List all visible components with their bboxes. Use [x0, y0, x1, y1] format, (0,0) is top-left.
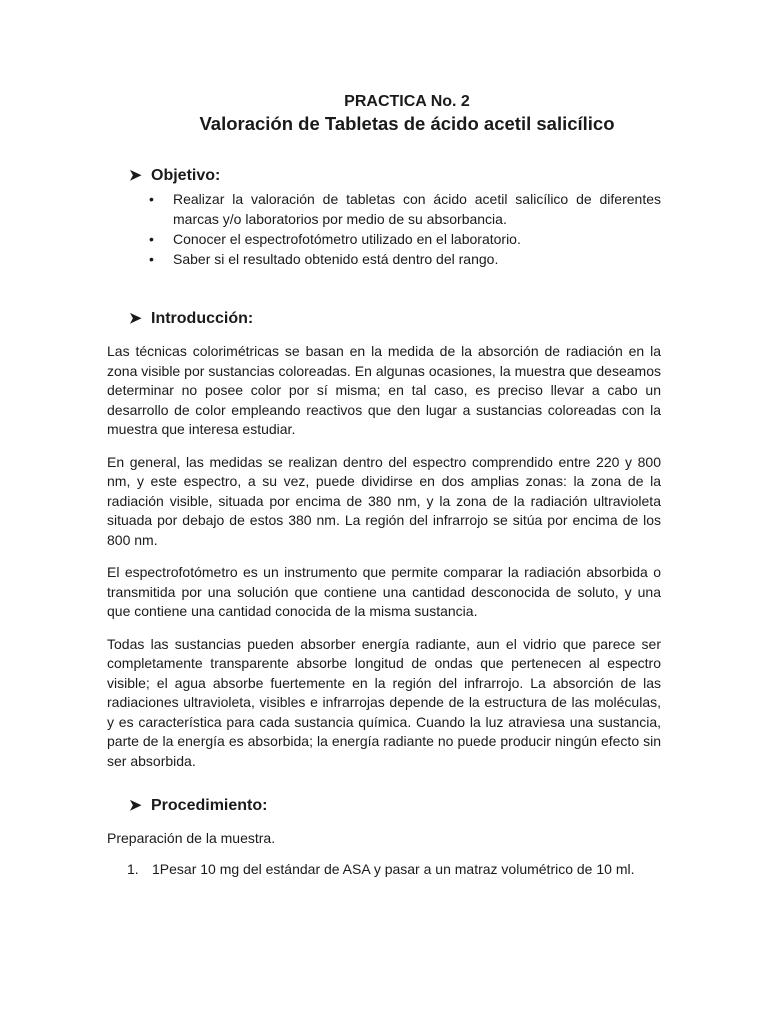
intro-paragraph: El espectrofotómetro es un instrumento que permite comparar la radiación absorbida o transmitida por una solución que contiene una cantidad desconocida de soluto, y una que contiene una cantidad conocida de la misma sustancia.: [107, 564, 661, 619]
list-item-text: Conocer el espectrofotómetro utilizado en el laboratorio.: [173, 231, 521, 247]
section-procedimiento-heading: [129, 796, 661, 816]
section-objetivo-label: Objetivo:: [151, 167, 221, 184]
prep-label: Preparación de la muestra.: [107, 830, 276, 846]
list-item-text: Realizar la valoración de tabletas con ácido acetil salicílico de diferentes marcas y/o laboratorios por medio de su absorbancia.: [173, 191, 661, 227]
arrow-bullet-icon: ➤: [129, 310, 142, 327]
intro-paragraph: Todas las sustancias pueden absorber energía radiante, aun el vidrio que parece ser completamente transparente absorbe longitud de ondas que pertenecen al espectro visible; el agua absorbe fuertemente en la región del infrarrojo. La absorción de las radiaciones ultravioleta, visibles e infrarrojas depende de la estructura de las moléculas, y es característica para cada sustancia química. Cuando la luz atraviesa una sustancia, parte de la energía es absorbida; la energía radiante no puede producir ningún efecto sin ser absorbida.: [107, 635, 661, 769]
step-number: 1.: [127, 861, 139, 877]
section-objetivo-heading: [129, 166, 661, 186]
section-introduccion-heading: [129, 309, 661, 329]
list-item-text: Saber si el resultado obtenido está dentro del rango.: [173, 251, 499, 267]
list-item: [149, 249, 661, 269]
step-text: 1Pesar 10 mg del estándar de ASA y pasar a un matraz volumétrico de 10 ml.: [152, 861, 635, 877]
section-procedimiento-label: Procedimiento:: [151, 797, 268, 814]
list-item: [149, 229, 661, 249]
procedure-steps: [107, 860, 661, 880]
section-introduccion-label: Introducción:: [151, 310, 254, 327]
page-title: PRACTICA No. 2: [344, 93, 470, 110]
bullet-dot-icon: •: [149, 231, 154, 247]
objetivo-list: [107, 189, 661, 269]
intro-paragraph: Las técnicas colorimétricas se basan en la medida de la absorción de radiación en la zona visible por sustancias coloreadas. En algunas ocasiones, la muestra que deseamos determinar no posee color por sí misma; en tal caso, es preciso llevar a cabo un desarrollo de color empleando reactivos que den lugar a sustancias coloreadas con la muestra que interesa estudiar.: [107, 343, 661, 437]
bullet-dot-icon: •: [149, 191, 154, 207]
list-item: [149, 189, 661, 229]
intro-paragraph: En general, las medidas se realizan dentro del espectro comprendido entre 220 y 800 nm, y este espectro, a su vez, puede dividirse en dos amplias zonas: la zona de la radiación visible, situada por encima de 380 nm, y la zona de la radiación ultravioleta situada por debajo de estos 380 nm. La región del infrarrojo se sitúa por encima de los 800 nm.: [107, 453, 661, 548]
title-block: [107, 0, 661, 136]
bullet-dot-icon: •: [149, 251, 154, 267]
page-subtitle: Valoración de Tabletas de ácido acetil salicílico: [199, 113, 615, 134]
arrow-bullet-icon: ➤: [129, 167, 142, 184]
step-item: [127, 860, 661, 880]
arrow-bullet-icon: ➤: [129, 797, 142, 814]
